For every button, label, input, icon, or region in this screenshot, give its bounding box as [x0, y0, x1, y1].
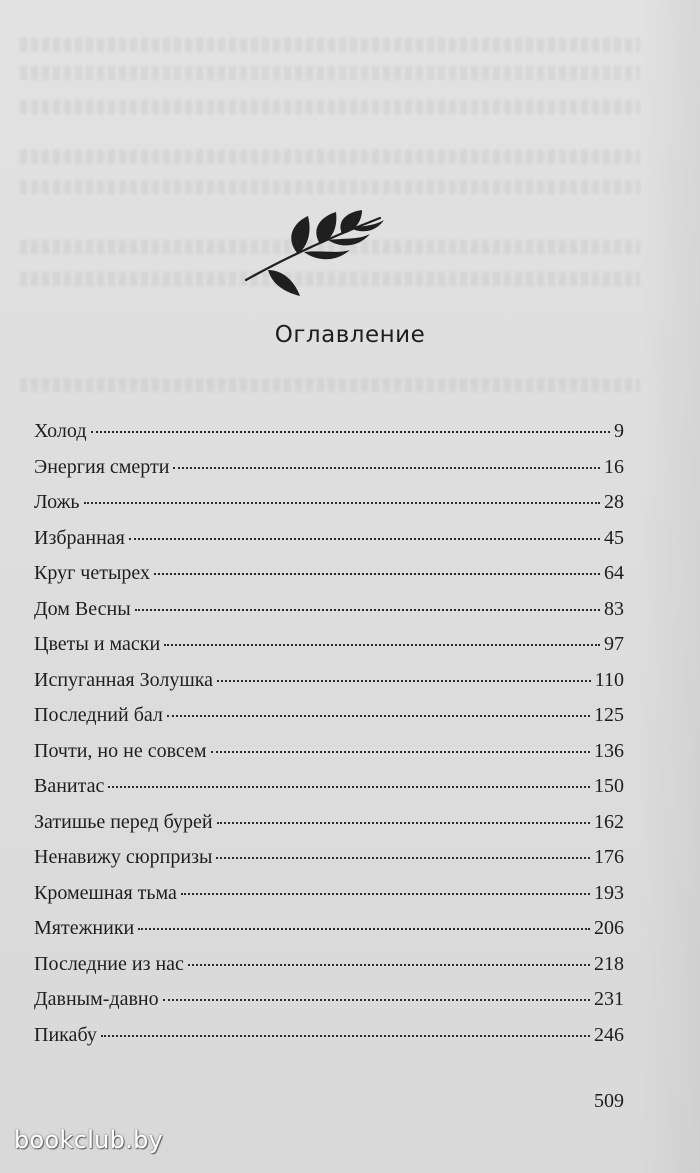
toc-entry[interactable]	[34, 988, 624, 1024]
toc-entry-page: 97	[604, 633, 624, 655]
toc-entry-page: 45	[604, 526, 624, 549]
toc-entry-page: 206	[594, 917, 624, 939]
toc-entry-page: 162	[594, 810, 624, 833]
page-edge-shadow	[640, 0, 700, 1173]
toc-leader-dots	[188, 964, 590, 966]
toc-entry-title: Испуганная Золушка	[34, 668, 214, 691]
toc-entry-page: 125	[594, 704, 624, 726]
toc-entry-page: 16	[604, 455, 624, 478]
toc-leader-dots	[154, 573, 600, 575]
toc-entry[interactable]	[34, 740, 624, 776]
toc-entry-title: Давным-давно	[34, 988, 159, 1010]
toc-heading: Оглавление	[274, 322, 426, 348]
toc-leader-dots	[101, 1035, 590, 1037]
table-of-contents	[34, 420, 624, 1059]
toc-entry-title: Затишье перед бурей	[34, 810, 213, 833]
toc-entry-page: 110	[594, 668, 624, 691]
toc-entry[interactable]	[34, 491, 624, 527]
toc-entry[interactable]	[34, 811, 624, 847]
toc-entry-title: Кромешная тьма	[34, 881, 177, 904]
toc-entry-page: 193	[594, 881, 624, 904]
bleed-through-line	[20, 38, 640, 52]
watermark-logo: bookclub.by	[14, 1126, 164, 1154]
bleed-through-line	[20, 378, 640, 392]
toc-entry-title: Дом Весны	[34, 597, 131, 620]
toc-leader-dots	[217, 680, 591, 682]
toc-leader-dots	[84, 502, 600, 504]
toc-leader-dots	[217, 822, 590, 824]
toc-entry-title: Ненавижу сюрпризы	[34, 846, 213, 868]
toc-entry-title: Цветы и маски	[34, 633, 161, 655]
toc-entry-page: 9	[614, 420, 624, 442]
toc-entry[interactable]	[34, 1024, 624, 1060]
toc-entry[interactable]	[34, 953, 624, 989]
toc-leader-dots	[181, 893, 590, 895]
toc-leader-dots	[211, 751, 590, 753]
toc-entry[interactable]	[34, 527, 624, 563]
toc-leader-dots	[163, 999, 590, 1001]
toc-entry-page: 28	[604, 491, 624, 513]
toc-entry-title: Почти, но не совсем	[34, 739, 207, 762]
leaf-branch-icon	[238, 210, 388, 300]
toc-entry[interactable]	[34, 669, 624, 705]
toc-entry-title: Круг четырех	[34, 562, 151, 584]
bleed-through-line	[20, 100, 640, 114]
toc-entry-title: Ванитас	[34, 775, 105, 797]
toc-entry-title: Избранная	[34, 526, 125, 549]
toc-entry[interactable]	[34, 633, 624, 669]
toc-entry[interactable]	[34, 704, 624, 740]
page-number: 509	[594, 1090, 624, 1112]
bleed-through-line	[20, 150, 640, 164]
toc-entry-page: 231	[594, 988, 624, 1010]
toc-entry-title: Холод	[34, 420, 87, 442]
bleed-through-line	[20, 180, 640, 194]
toc-entry-title: Последний бал	[34, 704, 163, 726]
toc-entry[interactable]	[34, 917, 624, 953]
toc-leader-dots	[91, 431, 611, 433]
toc-leader-dots	[138, 928, 590, 930]
toc-entry-page: 218	[594, 952, 624, 975]
toc-entry-page: 246	[594, 1023, 624, 1046]
toc-entry[interactable]	[34, 420, 624, 456]
toc-entry-page: 136	[594, 739, 624, 762]
bleed-through-line	[20, 66, 640, 80]
toc-leader-dots	[164, 644, 600, 646]
toc-entry[interactable]	[34, 456, 624, 492]
toc-entry-page: 64	[604, 562, 624, 584]
toc-entry-page: 83	[604, 597, 624, 620]
toc-entry[interactable]	[34, 882, 624, 918]
toc-entry[interactable]	[34, 562, 624, 598]
toc-leader-dots	[129, 538, 600, 540]
toc-entry-title: Последние из нас	[34, 952, 184, 975]
toc-leader-dots	[216, 857, 590, 859]
toc-entry[interactable]	[34, 775, 624, 811]
toc-entry-page: 176	[594, 846, 624, 868]
toc-entry-title: Ложь	[34, 491, 80, 513]
toc-leader-dots	[108, 786, 590, 788]
toc-entry-title: Энергия смерти	[34, 455, 170, 478]
toc-entry-page: 150	[594, 775, 624, 797]
toc-entry[interactable]	[34, 598, 624, 634]
toc-entry-title: Мятежники	[34, 917, 135, 939]
toc-leader-dots	[167, 715, 590, 717]
toc-entry-title: Пикабу	[34, 1023, 97, 1046]
toc-leader-dots	[173, 467, 600, 469]
toc-leader-dots	[135, 609, 600, 611]
toc-entry[interactable]	[34, 846, 624, 882]
